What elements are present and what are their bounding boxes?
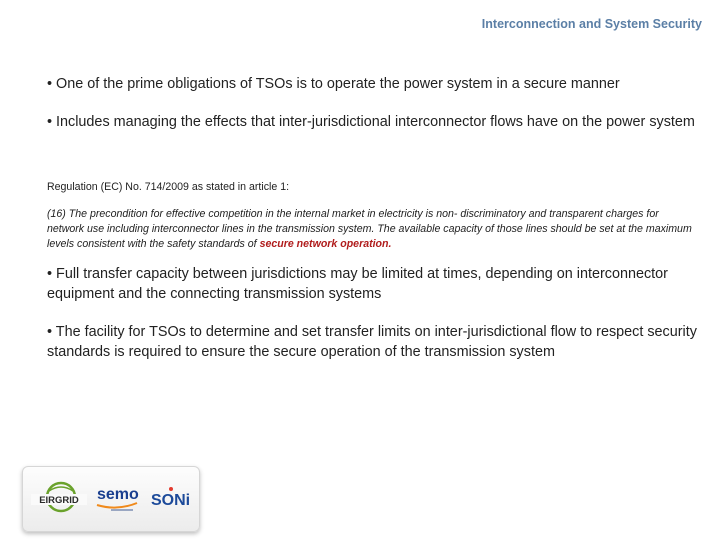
regulation-quote: [47, 207, 697, 252]
bullet-point-2: • Includes managing the effects that inter-jurisdictional interconnector flows have on the power system: [47, 114, 695, 130]
regulation-quote-highlight: secure network operation.: [259, 238, 392, 250]
bullet-point-4: • The facility for TSOs to determine and set transfer limits on inter-jurisdictional flow to respect security standards is required to ensure the secure operation of the transmission system: [47, 324, 697, 360]
semo-logo: [93, 481, 143, 517]
slide-title: Interconnection and System Security: [481, 17, 702, 31]
eirgrid-logo: [31, 479, 87, 519]
soni-logo-text: SONi: [151, 492, 191, 509]
regulation-quote-text: (16) The precondition for effective competition in the internal market in electricity is non- discriminatory and transparent charges for network use including interconnector lines in the transmission system. The available capacity of those lines should be set at the maximum levels consistent with the safety standards of: [47, 208, 692, 250]
semo-logo-text: semo: [97, 486, 139, 503]
regulation-heading: Regulation (EC) No. 714/2009 as stated in article 1:: [47, 181, 290, 193]
bullet-point-3: • Full transfer capacity between jurisdictions may be limited at times, depending on interconnector equipment and the connecting transmission systems: [47, 266, 668, 302]
logo-card: [22, 466, 200, 532]
eirgrid-logo-text: EIRGRID: [39, 495, 79, 506]
bullet-point-1: • One of the prime obligations of TSOs is to operate the power system in a secure manner: [47, 76, 620, 92]
soni-logo: [149, 483, 193, 515]
